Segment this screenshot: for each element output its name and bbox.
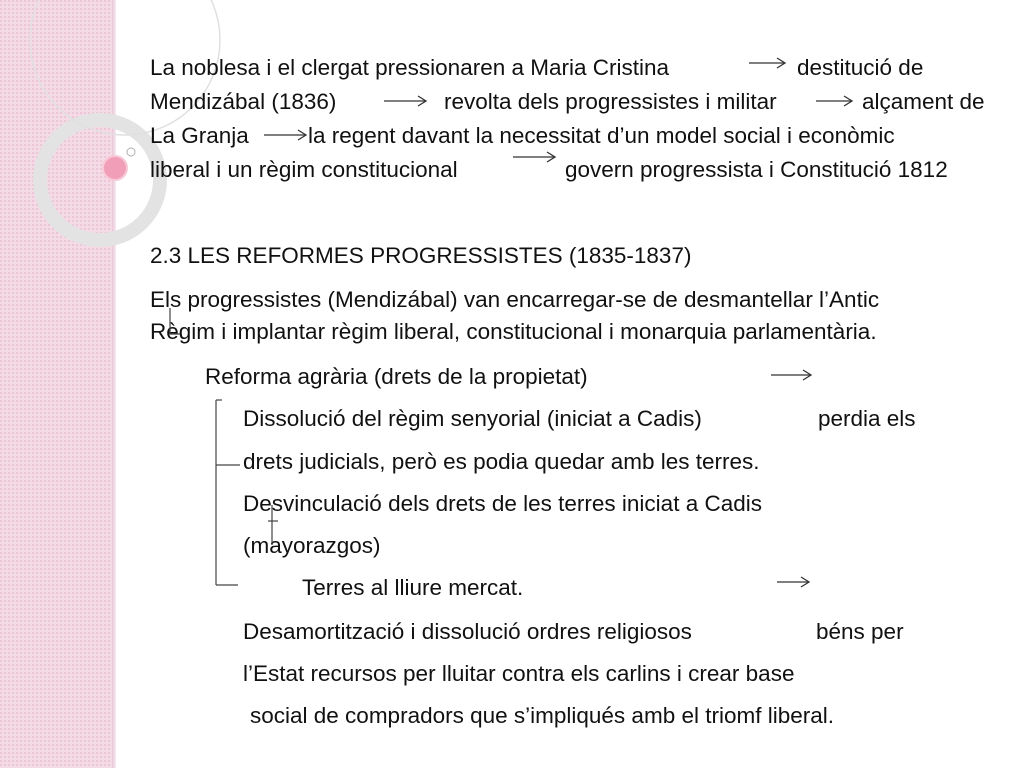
arrow-right-icon — [776, 575, 812, 589]
p1-text-8: liberal i un règim constitucional — [150, 157, 458, 182]
arrow-right-icon — [263, 128, 309, 142]
arrow-right-icon — [512, 150, 558, 164]
item-text-5: (mayorazgos) — [243, 533, 381, 558]
p1-text-5: alçament de — [862, 89, 985, 114]
p1-text-2: destitució de — [797, 55, 924, 80]
item-text-9: l’Estat recursos per lluitar contra els carlins i crear base — [243, 661, 795, 686]
small-ring-dot — [127, 148, 135, 156]
item-text-8: béns per — [816, 619, 904, 644]
bracket-icon — [150, 300, 280, 600]
p1-text-4: revolta dels progressistes i militar — [444, 89, 777, 114]
arrow-right-icon — [815, 94, 855, 108]
arrow-right-icon — [383, 94, 429, 108]
reforma-heading: Reforma agrària (drets de la propietat) — [205, 364, 588, 389]
pink-dot-decoration — [103, 156, 127, 180]
arrow-right-icon — [748, 56, 788, 70]
p1-text-9: govern progressista i Constitució 1812 — [565, 157, 948, 182]
p1-text-1: La noblesa i el clergat pressionaren a Maria Cristina — [150, 55, 670, 80]
p2-text-1: Els progressistes (Mendizábal) van encarregar-se de desmantellar l’Antic — [150, 287, 880, 312]
p1-text-3: Mendizábal (1836) — [150, 89, 337, 114]
section-heading: 2.3 LES REFORMES PROGRESSISTES (1835-1837) — [150, 243, 692, 268]
item-text-10: social de compradors que s’impliqués amb el triomf liberal. — [250, 703, 835, 728]
p2-text-2: Règim i implantar règim liberal, constitucional i monarquia parlamentària. — [150, 319, 877, 344]
item-text-2: perdia els — [818, 406, 916, 431]
arrow-right-icon — [770, 368, 814, 382]
p1-text-7: la regent davant la necessitat d’un model social i econòmic — [308, 123, 895, 148]
p1-text-6: La Granja — [150, 123, 249, 148]
item-text-3: drets judicials, però es podia quedar amb les terres. — [243, 449, 760, 474]
item-text-6: Terres al lliure mercat. — [302, 575, 524, 600]
item-text-4: Desvinculació dels drets de les terres iniciat a Cadis — [243, 491, 762, 516]
item-text-1: Dissolució del règim senyorial (iniciat a Cadis) — [243, 406, 702, 431]
item-text-7: Desamortització i dissolució ordres religiosos — [243, 619, 692, 644]
